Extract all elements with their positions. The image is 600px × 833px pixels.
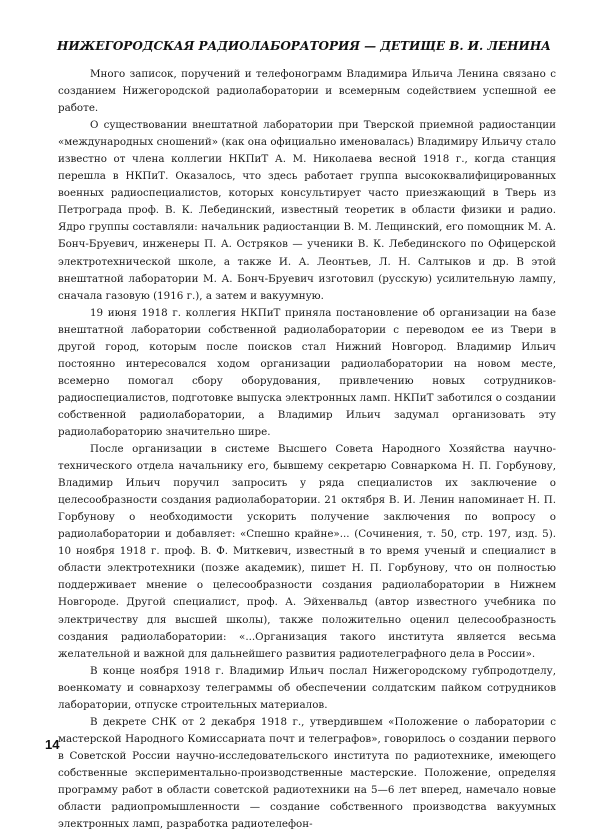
paragraph-4: После организации в системе Высшего Совета Народного Хозяйства научно-технического отдела начальнику его, бывшему секретарю Совнаркома Н. П. Горбунову, Владимир Ильич поручил запросить у ряда специалистов их заключение о целесообразности создания радиолаборатории. 21 октября В. И. Ленин напоминает Н. П. Горбунову о необходимости ускорить получение заключения по вопросу о радиолаборатории и добавляет: «Спешно крайне»... (Сочинения, т. 50, стр. 197, изд. 5). 10 ноября 1918 г. проф. В. Ф. Миткевич, известный в то время ученый и специалист в области электротехники (позже академик), пишет Н. П. Горбунову, что он полностью поддерживает мнение о целесообразности создания радиолаборатории в Нижнем Новгороде. Другой специалист, проф. А. Эйхенвальд (автор известного учебника по электричеству для высшей школы), также положительно оценил целесообразность создания радиолаборатории: «...Организация такого института является весьма желательной и важной для дальнейшего развития радиотелеграфного дела в России». [58, 443, 556, 660]
paragraph-5: В конце ноября 1918 г. Владимир Ильич послал Нижегородскому губпродотделу, военкомату и совнархозу телеграммы об обеспечении солдатским пайком сотрудников лаборатории, отпуске строительных материалов. [58, 664, 556, 711]
page-number: 14 [45, 737, 60, 752]
paragraph-2: О существовании внештатной лаборатории при Тверской приемной радиостанции «международных сношений» (как она официально именовалась) Владимиру Ильичу стало известно от члена коллегии НКПиТ А. М. Николаева весной 1918 г., когда станция перешла в НКПиТ. Оказалось, что здесь работает группа высококвалифицированных военных радиоспециалистов, которых консультирует часто приезжающий в Тверь из Петрограда проф. В. К. Лебединский, известный теоретик в области физики и радио. Ядро группы составляли: начальник радиостанции В. М. Лещинский, его помощник М. А. Бонч-Бруевич, инженеры П. А. Остряков — ученики В. К. Лебединского по Офицерской электротехнической школе, а также И. А. Леонтьев, Л. Н. Салтыков и др. В этой внештатной лаборатории М. А. Бонч-Бруевич изготовил (русскую) усилительную лампу, сначала газовую (1916 г.), а затем и вакуумную. [58, 119, 556, 302]
paragraph-1: Много записок, поручений и телефонограмм Владимира Ильича Ленина связано с созданием Нижегородской радиолаборатории и всемерным содействием успешной ее работе. [58, 68, 556, 115]
paragraph-6: В декрете СНК от 2 декабря 1918 г., утвердившем «Положение о лаборатории с мастерской Народного Комиссариата почт и телеграфов», говорилось о создании первого в Советской России научно-исследовательского института по радиотехнике, имеющего собственные экспериментально-производственные мастерские. Положение, определяя программу работ в области советской радиотехники на 5—6 лет вперед, намечало новые области радиопромышленности — создание собственного производства вакуумных электронных ламп, разработка радиотелефон- [58, 715, 556, 831]
paragraph-3: 19 июня 1918 г. коллегия НКПиТ приняла постановление об организации на базе внештатной лаборатории собственной радиолаборатории с переводом ее из Твери в другой город, которым после поисков стал Нижний Новгород. Владимир Ильич постоянно интересовался ходом организации радиолаборатории на новом месте, всемерно помогал сбору оборудования, привлечению новых сотрудников-радиоспециалистов, подготовке выпуска электронных ламп. НКПиТ заботился о создании собственной радиолаборатории, а Владимир Ильич задумал организовать эту радиолабораторию значительно шире. [58, 306, 556, 438]
body-text [58, 66, 556, 833]
section-heading: НИЖЕГОРОДСКАЯ РАДИОЛАБОРАТОРИЯ — ДЕТИЩЕ В. И. ЛЕНИНА [57, 39, 551, 53]
